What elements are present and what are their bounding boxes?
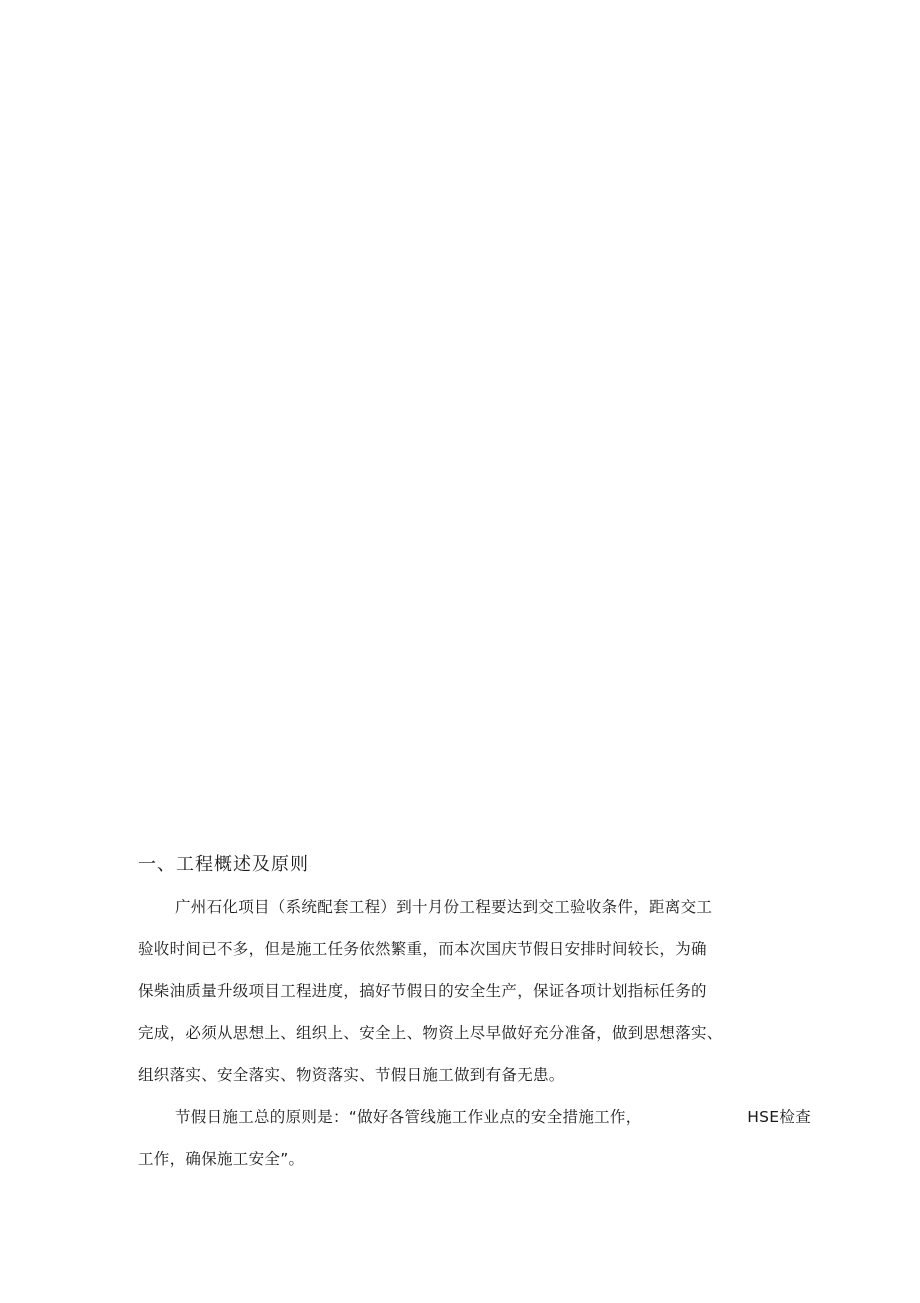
paragraph-line: 工作，确保施工安全”。 (138, 1150, 305, 1168)
hse-check-text: HSE检查 (747, 1108, 811, 1126)
paragraph-line: 广州石化项目（系统配套工程）到十月份工程要达到交工验收条件，距离交工 (175, 898, 713, 916)
paragraph-line: 组织落实、安全落实、物资落实、节假日施工做到有备无患。 (138, 1066, 565, 1084)
paragraph-principle (138, 1096, 811, 1180)
paragraph-line: 完成，必须从思想上、组织上、安全上、物资上尽早做好充分准备，做到思想落实、 (138, 1024, 723, 1042)
paragraph-line: 验收时间已不多，但是施工任务依然繁重，而本次国庆节假日安排时间较长，为确 (138, 940, 707, 958)
paragraph-line: 保柴油质量升级项目工程进度，搞好节假日的安全生产，保证各项计划指标任务的 (138, 982, 707, 1000)
principle-text: 节假日施工总的原则是：“做好各管线施工作业点的安全措施工作， (175, 1108, 642, 1126)
section-overview (138, 848, 811, 1180)
section-heading: 一、工程概述及原则 (138, 854, 309, 875)
paragraph-line (138, 1096, 811, 1138)
paragraph-project-overview (138, 886, 778, 1096)
